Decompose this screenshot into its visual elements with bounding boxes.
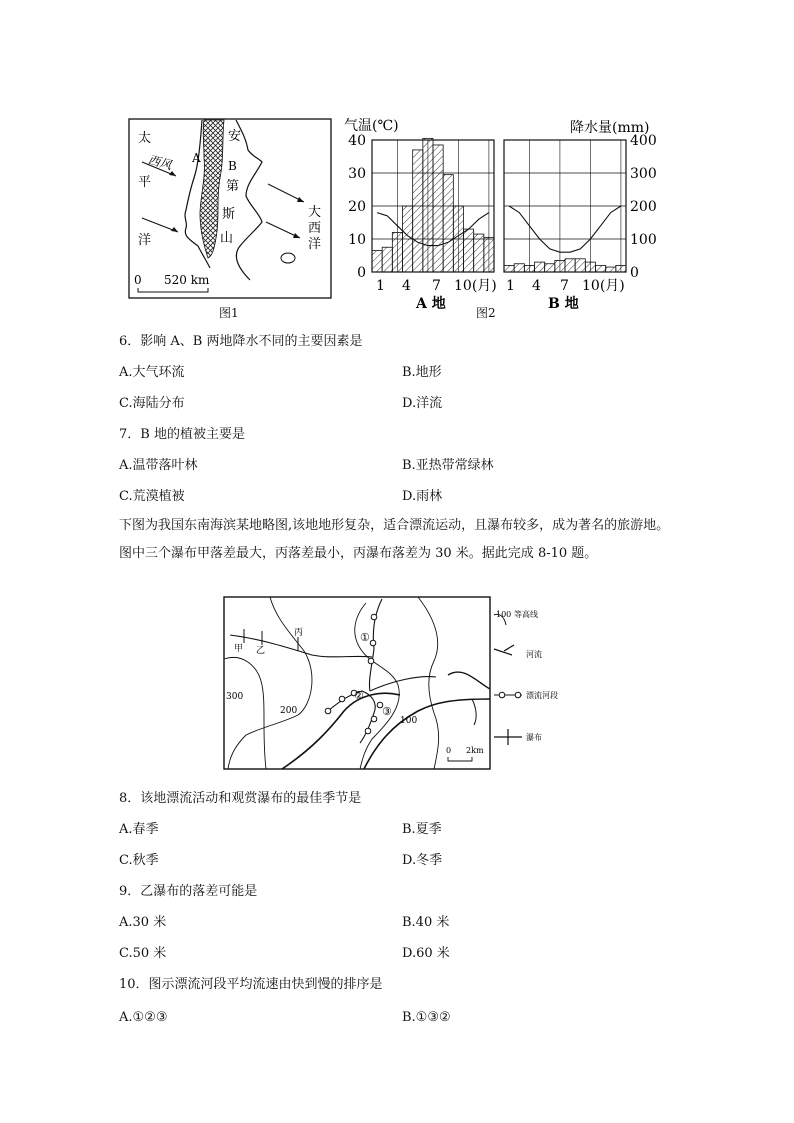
b-precip-bar-6 (555, 260, 565, 272)
a-month-7: 7 (432, 278, 441, 294)
section-2: ② (354, 689, 364, 702)
b-precip-bar-8 (575, 259, 585, 272)
b-precip-bar-5 (545, 264, 555, 272)
q8-stem: 8．该地漂流活动和观赏瀑布的最佳季节是 (119, 791, 362, 806)
figure3-terrain-map (222, 595, 582, 775)
b-month-7: 7 (560, 278, 569, 294)
contour-label-300: 300 (226, 692, 244, 702)
q10-option-b[interactable]: B.①③② (402, 1010, 451, 1025)
a-precip-bar-7 (433, 145, 443, 272)
scale-value: 520 km (164, 273, 210, 287)
q6-option-b[interactable]: B.地形 (402, 365, 442, 380)
map-scale-zero: 0 (446, 746, 452, 755)
contour-100 (418, 597, 439, 769)
q6-option-c[interactable]: C.海陆分布 (119, 396, 185, 411)
q9-option-c[interactable]: C.50 米 (119, 946, 167, 961)
precip-tick-100: 100 (630, 232, 657, 248)
contour-200 (228, 597, 312, 769)
q8-option-c[interactable]: C.秋季 (119, 853, 159, 868)
b-precip-bar-3 (524, 265, 534, 272)
b-month-4: 4 (532, 278, 541, 294)
section-3: ③ (382, 705, 392, 718)
temp-tick-0: 0 (357, 265, 366, 281)
legend-drift: 漂流河段 (526, 691, 558, 700)
map-scale-value: 2km (466, 746, 484, 755)
q9-stem: 9．乙瀑布的落差可能是 (119, 884, 258, 899)
a-precip-bar-4 (403, 206, 413, 272)
q6-option-a[interactable]: A.大气环流 (119, 365, 185, 380)
a-precip-bar-3 (392, 232, 402, 272)
q7-option-d[interactable]: D.雨林 (402, 489, 443, 504)
station-b-label: B 地 (548, 296, 579, 312)
b-precip-bar-10 (596, 265, 606, 272)
temp-tick-10: 10 (348, 232, 366, 248)
precip-tick-0: 0 (630, 265, 639, 281)
passage-8-10: 下图为我国东南海滨某地略图,该地地形复杂，适合漂流运动，且瀑布较多，成为著名的旅游地。图中三个瀑布甲落差最大，丙落差最小，丙瀑布落差为 30 米。据此完成 8-10 题。 (119, 518, 670, 561)
b-month-10: 10(月) (582, 278, 625, 294)
coast-line (448, 672, 490, 689)
contour-mid (355, 603, 400, 769)
river-drift (328, 691, 375, 743)
precip-tick-400: 400 (630, 133, 657, 149)
a-precip-bar-6 (423, 138, 433, 272)
label-shan: 山 (220, 231, 234, 246)
legend-contour: 等高线 (514, 610, 538, 619)
river-east (370, 677, 436, 691)
contour-label-100: 100 (400, 716, 418, 726)
label-yang: 洋 (138, 233, 152, 248)
legend-contour-value: 100 (496, 610, 512, 619)
q7-stem: 7．B 地的植被主要是 (119, 427, 245, 442)
label-tai: 太 (138, 131, 152, 146)
a-precip-bar-9 (453, 206, 463, 272)
a-precip-bar-1 (372, 251, 382, 272)
label-b: B (228, 159, 237, 173)
figure1-caption: 图1 (219, 306, 239, 320)
q8-option-a[interactable]: A.春季 (119, 822, 159, 837)
label-ping: 平 (138, 175, 152, 190)
b-month-1: 1 (506, 278, 515, 294)
q6-stem: 6．影响 A、B 两地降水不同的主要因素是 (119, 334, 363, 349)
b-precip-bar-4 (535, 262, 545, 272)
q9-option-d[interactable]: D.60 米 (402, 946, 450, 961)
temp-tick-40: 40 (348, 133, 366, 149)
figure2-caption: 图2 (476, 306, 496, 320)
q9-option-a[interactable]: A.30 米 (119, 915, 167, 930)
q7-option-b[interactable]: B.亚热带常绿林 (402, 458, 494, 473)
figure2-climate-charts (338, 112, 668, 312)
q7-option-c[interactable]: C.荒漠植被 (119, 489, 185, 504)
q10-option-a[interactable]: A.①②③ (119, 1010, 168, 1025)
label-xifeng: 西风 (146, 152, 174, 173)
q6-option-d[interactable]: D.洋流 (402, 396, 443, 411)
legend-waterfall-symbol (494, 729, 522, 745)
a-precip-bar-10 (464, 229, 474, 272)
label-yang2: 洋 (308, 237, 322, 252)
q7-option-a[interactable]: A.温带落叶林 (119, 458, 198, 473)
section-1: ① (360, 631, 370, 644)
precip-tick-300: 300 (630, 166, 657, 182)
chartB-temp-line (509, 206, 621, 252)
label-di: 第 (226, 179, 240, 194)
map-scale-bar (448, 757, 472, 761)
q8-option-b[interactable]: B.夏季 (402, 822, 442, 837)
a-precip-bar-11 (474, 234, 484, 272)
b-precip-bar-1 (504, 265, 514, 272)
place-bing: 丙 (294, 628, 304, 638)
a-month-1: 1 (376, 278, 385, 294)
contour-300 (224, 657, 266, 769)
label-a: A (192, 151, 201, 165)
a-precip-bar-12 (484, 237, 494, 272)
q8-option-d[interactable]: D.冬季 (402, 853, 443, 868)
scale-bar (138, 288, 208, 292)
b-precip-bar-11 (606, 267, 616, 272)
legend-waterfall: 瀑布 (526, 733, 542, 742)
a-precip-bar-8 (443, 175, 453, 272)
temp-axis-label: 气温(℃) (344, 118, 399, 134)
label-si: 斯 (222, 207, 236, 222)
river-main (230, 635, 372, 657)
a-month-10: 10(月) (454, 278, 497, 294)
b-precip-bar-9 (585, 262, 595, 272)
b-precip-bar-7 (565, 259, 575, 272)
figure1-map (128, 118, 332, 300)
legend-river: 河流 (526, 650, 542, 659)
b-precip-bar-2 (514, 264, 524, 272)
a-precip-bar-2 (382, 247, 392, 272)
a-precip-bar-5 (413, 150, 423, 272)
q10-stem: 10．图示漂流河段平均流速由快到慢的排序是 (119, 977, 383, 992)
label-xi: 西 (308, 221, 322, 236)
q9-option-b[interactable]: B.40 米 (402, 915, 450, 930)
b-precip-bar-12 (616, 265, 626, 272)
contour-label-200: 200 (280, 706, 298, 716)
temp-tick-30: 30 (348, 166, 366, 182)
a-month-4: 4 (402, 278, 411, 294)
temp-tick-20: 20 (348, 199, 366, 215)
place-yi: 乙 (256, 646, 266, 656)
precip-axis-label: 降水量(mm) (570, 120, 650, 136)
precip-tick-200: 200 (630, 199, 657, 215)
label-da: 大 (308, 205, 322, 220)
east-coastline (236, 120, 262, 280)
place-jia: 甲 (234, 644, 244, 654)
scale-zero: 0 (134, 273, 142, 287)
label-an: 安 (228, 129, 242, 144)
legend-river-symbol (494, 645, 514, 655)
station-a-label: A 地 (416, 296, 446, 312)
legend-drift-symbol (494, 692, 522, 698)
